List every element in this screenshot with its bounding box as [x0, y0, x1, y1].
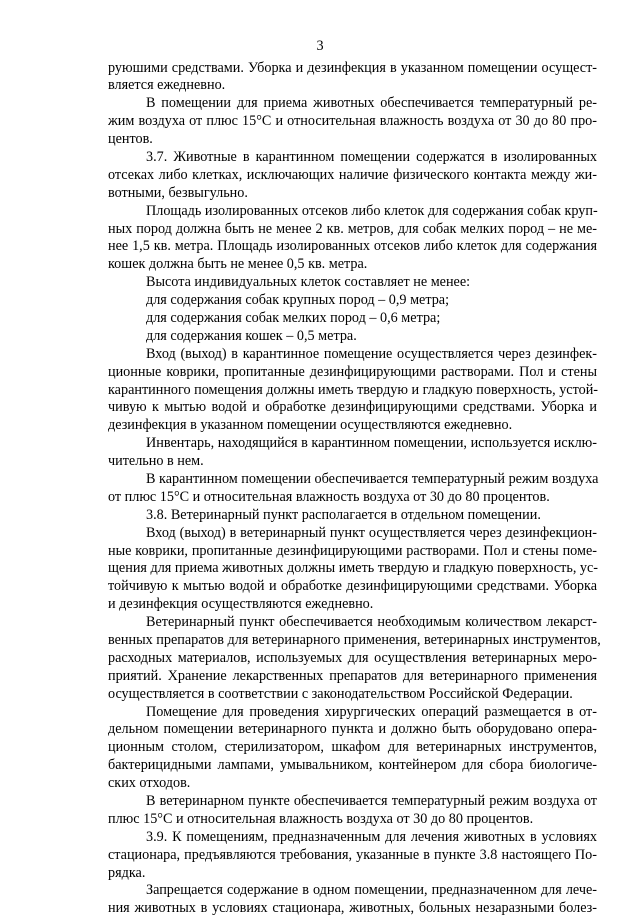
text-line: для содержания кошек – 0,5 метра. [108, 328, 597, 346]
text-line: чивую к мытью водой и обработке дезинфицирующими средствами. Уборка и [108, 399, 597, 417]
text-line: рядка. [108, 865, 597, 883]
text-line: тойчивую к мытью водой и обработке дезинфицирующими средствами. Уборка [108, 578, 597, 596]
text-line: 3.9. К помещениям, предназначенным для лечения животных в условиях [108, 829, 597, 847]
text-line: ния животных в условиях стационара, животных, больных незаразными болез- [108, 900, 597, 918]
text-line: 3.7. Животные в карантинном помещении содержатся в изолированных [108, 149, 597, 167]
text-line: ционные коврики, пропитанные дезинфицирующими растворами. Пол и стены [108, 364, 597, 382]
text-line: для содержания собак мелких пород – 0,6 метра; [108, 310, 597, 328]
text-line: отсеках либо клетках, исключающих наличие физического контакта между жи- [108, 167, 597, 185]
text-line: стационара, предъявляются требования, указанные в пункте 3.8 настоящего По- [108, 847, 597, 865]
document-body [108, 60, 597, 918]
text-line: руюшими средствами. Уборка и дезинфекция в указанном помещении осущест- [108, 60, 597, 78]
text-line: ных пород должна быть не менее 2 кв. метров, для собак мелких пород – не ме- [108, 221, 597, 239]
text-line: Инвентарь, находящийся в карантинном помещении, используется исклю- [108, 435, 597, 453]
text-line: ских отходов. [108, 775, 597, 793]
text-line: Высота индивидуальных клеток составляет не менее: [108, 274, 597, 292]
text-line: В ветеринарном пункте обеспечивается температурный режим воздуха от [108, 793, 597, 811]
text-line: ные коврики, пропитанные дезинфицирующими растворами. Пол и стены поме- [108, 543, 597, 561]
text-line: карантинного помещения должны иметь твердую и гладкую поверхность, устой- [108, 382, 597, 400]
text-line: приятий. Хранение лекарственных препаратов для ветеринарного применения [108, 668, 597, 686]
text-line: нее 1,5 кв. метра. Площадь изолированных отсеков либо клеток для содержания [108, 238, 597, 256]
text-line: Площадь изолированных отсеков либо клеток для содержания собак круп- [108, 203, 597, 221]
text-line: ционным столом, стерилизатором, шкафом для ветеринарных инструментов, [108, 739, 597, 757]
text-line: щения для приема животных должны иметь твердую и гладкую поверхность, ус- [108, 560, 597, 578]
text-line: осуществляется в соответствии с законодательством Российской Федерации. [108, 686, 597, 704]
text-line: Вход (выход) в карантинное помещение осуществляется через дезинфек- [108, 346, 597, 364]
text-line: Ветеринарный пункт обеспечивается необходимым количеством лекарст- [108, 614, 597, 632]
text-line: Помещение для проведения хирургических операций размещается в от- [108, 704, 597, 722]
text-line: плюс 15°С и относительная влажность воздуха от 30 до 80 процентов. [108, 811, 597, 829]
text-line: 3.8. Ветеринарный пункт располагается в отдельном помещении. [108, 507, 597, 525]
text-line: В помещении для приема животных обеспечивается температурный ре- [108, 95, 597, 113]
text-line: венных препаратов для ветеринарного применения, ветеринарных инструментов, [108, 632, 597, 650]
text-line: и дезинфекция осуществляются ежедневно. [108, 596, 597, 614]
text-line: вотными, безвыгульно. [108, 185, 597, 203]
text-line: жим воздуха от плюс 15°С и относительная влажность воздуха от 30 до 80 про- [108, 113, 597, 131]
text-line: кошек должна быть не менее 0,5 кв. метра. [108, 256, 597, 274]
text-line: бактерицидными лампами, умывальником, контейнером для сбора биологиче- [108, 757, 597, 775]
text-line: центов. [108, 131, 597, 149]
text-line: от плюс 15°С и относительная влажность воздуха от 30 до 80 процентов. [108, 489, 597, 507]
text-line: В карантинном помещении обеспечивается температурный режим воздуха [108, 471, 597, 489]
text-line: вляется ежедневно. [108, 77, 597, 95]
text-line: Запрещается содержание в одном помещении, предназначенном для лече- [108, 882, 597, 900]
text-line: Вход (выход) в ветеринарный пункт осуществляется через дезинфекцион- [108, 525, 597, 543]
text-line: дельном помещении ветеринарного пункта и должно быть оборудовано опера- [108, 721, 597, 739]
text-line: для содержания собак крупных пород – 0,9 метра; [108, 292, 597, 310]
text-line: чительно в нем. [108, 453, 597, 471]
text-line: расходных материалов, используемых для осуществления ветеринарных меро- [108, 650, 597, 668]
text-line: дезинфекция в указанном помещении осуществляются ежедневно. [108, 417, 597, 435]
page-number: 3 [0, 38, 640, 56]
